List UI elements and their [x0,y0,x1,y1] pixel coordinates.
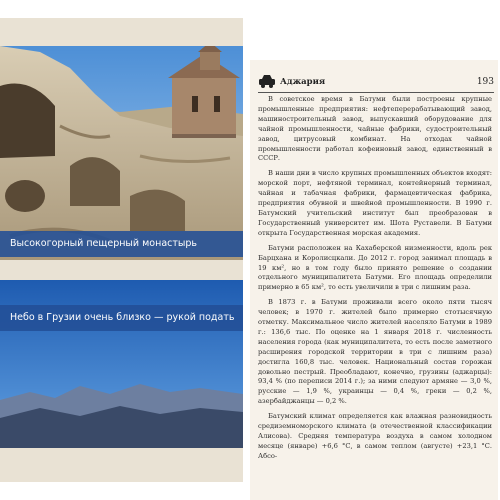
header-divider [258,92,494,93]
body-text [258,95,492,467]
page-header [258,76,494,90]
paragraph: В 1873 г. в Батуми проживали всего около пяти тысяч человек; в 1970 г. жителей было примерно стотысячную отметку. Максимальное число жителей населяло Батуми в 1989 г.: 136,6 тыс. По оценке на 1 января 2018 г. численность населения города (как муниципалитета, то есть после заметного расширения городской территории в три с лишним раза) достигла 160,8 тыс. человек. Национальный состав горожан довольно пестрый. Преобладают, конечно, грузины (аджарцы): 93,4 % (по переписи 2014 г.); за ними следуют армяне — 3,0 %, русские — 1,9 %, украинцы — 0,4 %, греки — 0,2 %, азербайджанцы — 0,2 %. [258,298,492,406]
caption-georgia-sky: Небо в Грузии очень близко — рукой подать [0,305,243,331]
paragraph: Батумский климат определяется как влажная разновидность средиземноморского климата (в отечественной классификации Алисова). Средняя температура воздуха в самом холодном месяце (январе) +6,6 °С, в самом теплом (августе) +23,1 °С. Абсо- [258,412,492,460]
paragraph: В советское время в Батуми были построены крупные промышленные предприятия: нефтеперерабатывающий завод, машиностроительный завод, выпускавший оборудование для чайной промышленности, чайные фабрики, судостроительный завод, цитрусовый комбинат. На отходах чайной промышленности работал кофеиновый завод, единственный в СССР. [258,95,492,163]
cave-monastery-photo [0,46,243,260]
paragraph: В наши дни в число крупных промышленных объектов входят: морской порт, нефтяной терминал, контейнерный терминал, чайная и табачная фабрики, фармацевтическая фабрика, предприятия обувной и швейной промышленности. В 1990 г. Батумский учительский институт был преобразован в Государственный университет им. Шота Руставели. В Батуми открыта Государственная морская академия. [258,169,492,237]
paragraph: Батуми расположен на Кахаберской низменности, вдоль рек Барцхана и Королисцкали. До 2012 г. город занимал площадь в 19 км², но в том году было принято решение о создании отдельного муниципалитета Батуми. Его площадь определили примерно в 65 км², то есть увеличили в три с лишним раза. [258,243,492,292]
page-number: 193 [476,77,494,87]
chapter-title: Аджария [280,77,326,87]
car-icon [258,74,276,88]
left-page [0,18,243,482]
caption-cave-monastery: Высокогорный пещерный монастырь [0,231,243,257]
